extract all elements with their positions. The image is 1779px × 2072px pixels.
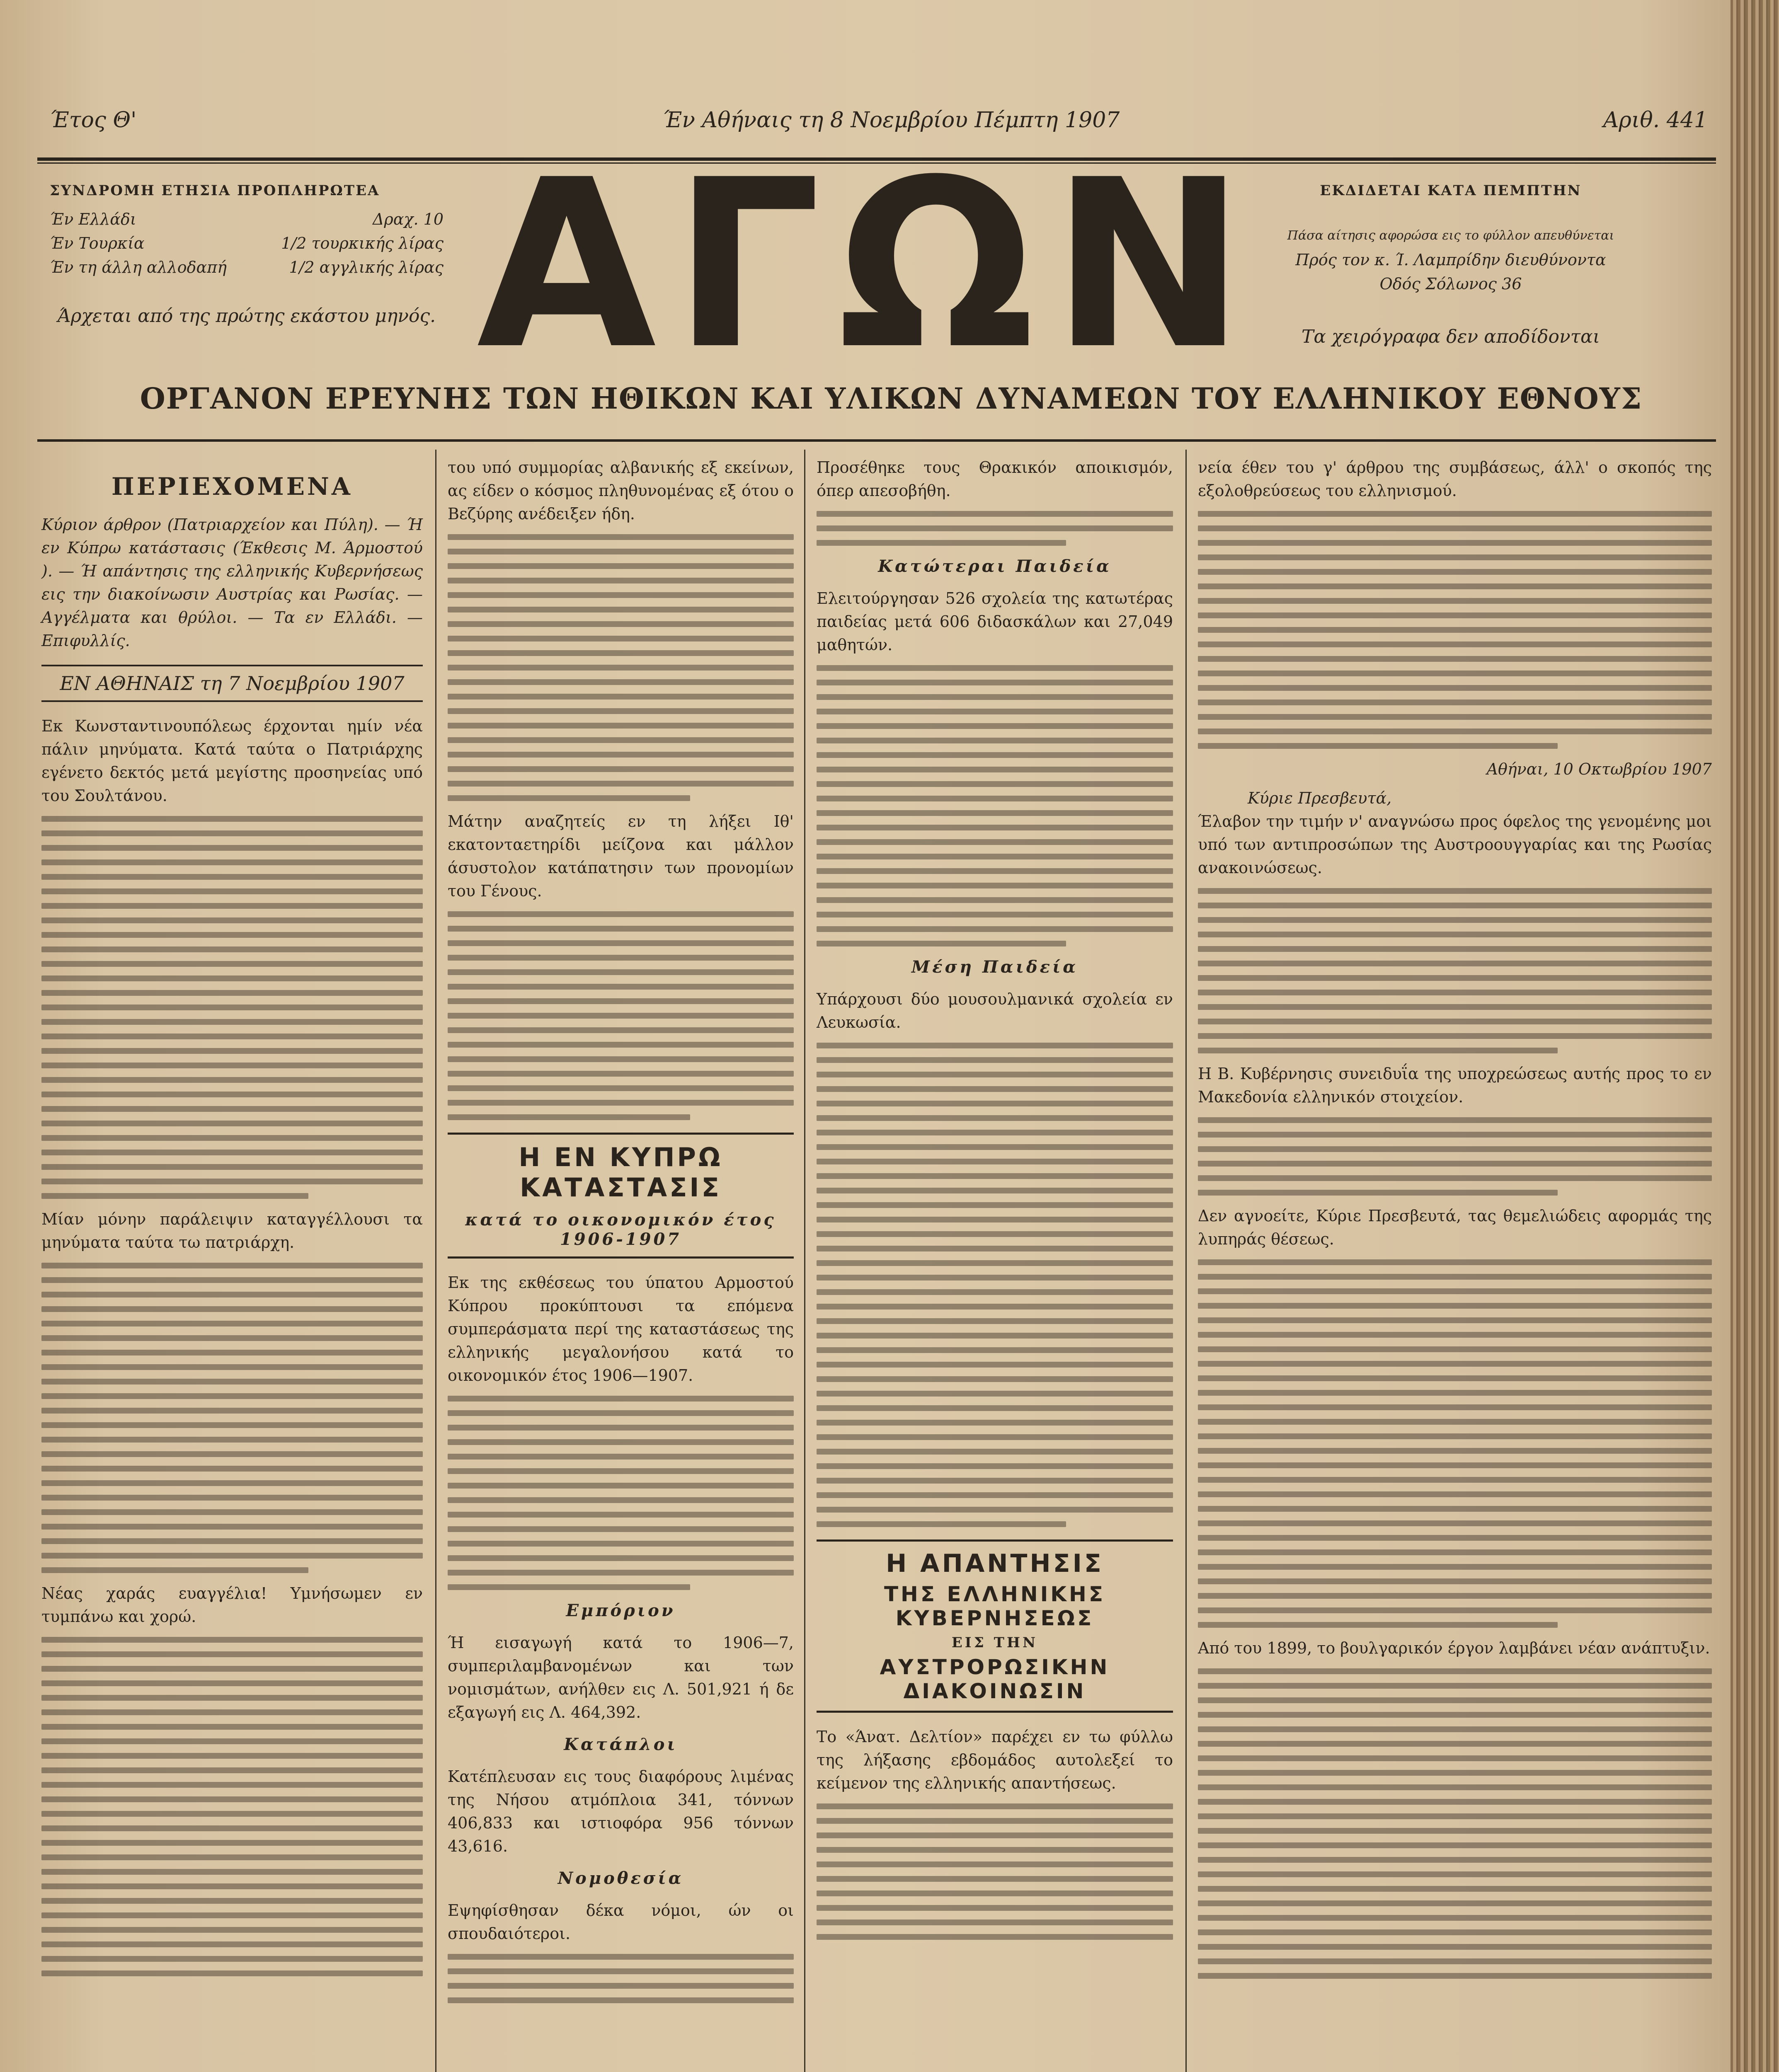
year-label: Έτος Θ' [50,108,137,133]
subscription-block [50,182,444,328]
subtitle-rule [37,439,1716,442]
publication-note: Τα χειρόγραφα δεν αποδίδονται [1301,326,1600,347]
emporion-text: Ή εισαγωγή κατά το 1906—7, συμπεριλαμβανομένων και των νομισμάτων, ανήλθεν εις Λ. 501,921 ή δε εξαγωγή εις Λ. 464,392. [448,1634,794,1721]
reply-title-line: ΕΙΣ ΤΗΝ [951,1634,1038,1651]
contents-text: Κύριον άρθρον (Πατριαρχείον και Πύλη). — Ή εν Κύπρω κατάστασις (Έκθεσις Μ. Άρμοστού ). — Ή απάντησις της ελληνικής Κυβερνήσεως εις την διακοίνωσιν Αυστρίας και Ρωσίας. — Αγγέλματα και θρύλοι. — Τα εν Ελλάδι. — Επιφυλλίς. [41,516,423,650]
column-divider [435,450,436,2072]
letter-salutation: Κύριε Πρεσβευτά, [1248,789,1392,807]
reply-title-line: Η ΑΠΑΝΤΗΣΙΣ [886,1549,1104,1578]
publication-line: Οδός Σόλωνος 36 [1379,275,1522,293]
article-lead: νεία έθεν του γ' άρθρου της συμβάσεως, άλλ' ο σκοπός της εξολοθρεύσεως του ελληνισμού. [1198,458,1712,500]
nomothesia-body [448,1954,794,2003]
reply-lead: Το «Άνατ. Δελτίον» παρέχει εν τω φύλλω της λήξασης εβδομάδος αυτολεξεί το κείμενον της ελληνικής απαντήσεως. [817,1728,1173,1792]
article-body [1198,511,1712,749]
publication-line: Πρός τον κ. Ί. Λαμπρίδην διευθύνοντα [1295,251,1606,269]
publication-heading: ΕΚΔΙΔΕΤΑΙ ΚΑΤΑ ΠΕΜΠΤΗΝ [1320,182,1582,199]
publication-block [1202,182,1699,349]
letter-paragraph: Η Β. Κυβέρνησις συνειδυΐα της υποχρεώσεως αυτής προς το εν Μακεδονία ελληνικόν στοιχείον. [1198,1065,1712,1106]
section-heading-mesi: Μέση Παιδεία [911,957,1079,977]
subscription-price: 1/2 τουρκικής λίρας [281,234,444,252]
subscription-row [50,231,444,255]
column-divider [1185,450,1187,2072]
book-binding [1731,0,1779,2072]
section-heading-nomothesia: Νομοθεσία [557,1869,684,1888]
cyprus-article-header [448,1133,794,1259]
letter-dateline: Αθήναι, 10 Οκτωβρίου 1907 [1486,760,1712,778]
subscription-place: Έν τη άλλη αλλοδαπή [50,258,227,276]
column-2 [448,456,794,2012]
editorial-body [41,816,423,1199]
section-heading-katoterai: Κατώτεραι Παιδεία [878,557,1112,576]
letter-body [1198,1668,1712,1979]
cyprus-article-title: Η ΕΝ ΚΥΠΡΩ ΚΑΤΑΣΤΑΣΙΣ [519,1142,723,1203]
nomothesia-text: Εψηφίσθησαν δέκα νόμοι, ών οι σπουδαιότεροι. [448,1901,794,1943]
column-4 [1198,456,1712,1987]
editorial-dateline: ΕΝ ΑΘΗΝΑΙΣ τη 7 Νοεμβρίου 1907 [41,665,423,702]
subscription-place: Έν Τουρκία [50,234,145,252]
subscription-row [50,207,444,231]
letter-body [1198,1259,1712,1628]
subscription-heading: ΣΥΝΔΡΟΜΗ ΕΤΗΣΙΑ ΠΡΟΠΛΗΡΩΤΕΑ [50,182,380,199]
article-paragraph: Μάτην αναζητείς εν τη λήξει Ιθ' εκατονταετηρίδι μείζονα και μάλλον άσυστολον κατάπατησιν των προνομίων του Γένους. [448,812,794,900]
subtitle: ΟΡΓΑΝΟΝ ΕΡΕΥΝΗΣ ΤΩΝ ΗΘΙΚΩΝ ΚΑΙ ΥΛΙΚΩΝ ΔΥΝΑΜΕΩΝ ΤΟΥ ΕΛΛΗΝΙΚΟΥ ΕΘΝΟΥΣ [140,381,1643,416]
editorial-body [41,1263,423,1573]
column-3 [817,456,1173,1949]
section-heading-emporion: Εμπόριον [566,1601,676,1620]
letter-body [1198,1117,1712,1196]
issue-number: Αριθ. 441 [1603,108,1708,133]
contents-heading: ΠΕΡΙΕΧΟΜΕΝΑ [111,472,353,501]
column-divider [804,450,805,2072]
cyprus-article-subtitle: κατά το οικονομικόν έτος 1906-1907 [465,1210,776,1249]
reply-body [817,1803,1173,1940]
subscription-row [50,255,444,279]
cyprus-article-body [448,1396,794,1590]
letter-body [1198,888,1712,1053]
section-heading-kataploi: Κατάπλοι [564,1735,678,1754]
dateline: Έν Αθήναις τη 8 Νοεμβρίου Πέμπτη 1907 [662,108,1120,133]
article-body [817,511,1173,546]
letter-paragraph: Δεν αγνοείτε, Κύριε Πρεσβευτά, τας θεμελιώδεις αφορμάς της λυπηράς θέσεως. [1198,1207,1712,1248]
katoterai-body [817,665,1173,946]
subscription-price: 1/2 αγγλικής λίρας [289,258,444,276]
letter-paragraph: Από του 1899, το βουλγαρικόν έργον λαμβάνει νέαν ανάπτυξιν. [1198,1639,1710,1657]
reply-title-line: ΤΗΣ ΕΛΛΗΝΙΚΗΣ ΚΥΒΕΡΝΗΣΕΩΣ [884,1582,1106,1630]
article-lead: του υπό συμμορίας αλβανικής εξ εκείνων, ας είδεν ο κόσμος πληθυνομένας εξ ότου ο Βεζύρης ανέδειξεν ήδη. [448,458,794,523]
kataploi-text: Κατέπλευσαν εις τους διαφόρους λιμένας της Νήσου ατμόπλοια 341, τόννων 406,833 και ιστιοφόρα 956 τόννων 43,616. [448,1767,794,1855]
cyprus-article-lead: Εκ της εκθέσεως του ύπατου Αρμοστού Κύπρου προκύπτουσι τα επόμενα συμπεράσματα περί της καταστάσεως της ελληνικής μεγαλονήσου κατά το οικονομικόν έτος 1906—1907. [448,1273,794,1385]
editorial-paragraph: Μίαν μόνην παράλειψιν καταγγέλλουσι τα μηνύματα ταύτα τω πατριάρχη. [41,1210,423,1251]
column-1 [41,456,423,1985]
masthead-title: ΑΓΩΝ [477,130,1262,400]
mesi-body [817,1043,1173,1527]
article-body [448,911,794,1120]
article-body [448,534,794,801]
reply-title-line: ΑΥΣΤΡΟΡΩΣΙΚΗΝ ΔΙΑΚΟΙΝΩΣΙΝ [880,1655,1110,1703]
subscription-note: Άρχεται από της πρώτης εκάστου μηνός. [57,305,436,327]
letter-paragraph: Έλαβον την τιμήν ν' αναγνώσω προς όφελος της γενομένης μοι υπό των αντιπροσώπων της Αυστροουγγαρίας και της Ρωσίας ανακοινώσεως. [1198,812,1712,877]
article-lead: Προσέθηκε τους Θρακικόν αποικισμόν, όπερ απεσοβήθη. [817,458,1173,500]
publication-line: Πάσα αίτησις αφορώσα εις το φύλλον απευθύνεται [1287,228,1614,243]
katoterai-text: Ελειτούργησαν 526 σχολεία της κατωτέρας παιδείας μετά 606 διδασκάλων και 27,049 μαθητών. [817,589,1173,654]
reply-article-header [817,1539,1173,1713]
editorial-lead: Εκ Κωνσταντινουπόλεως έρχονται ημίν νέα πάλιν μηνύματα. Κατά ταύτα ο Πατριάρχης εγένετο δεκτός μετά μεγίστης προσηνείας υπό του Σουλτάνου. [41,717,423,805]
subscription-price: Δραχ. 10 [373,210,444,228]
subscription-place: Έν Ελλάδι [50,210,136,228]
mesi-text: Υπάρχουσι δύο μουσουλμανικά σχολεία εν Λευκωσία. [817,990,1173,1031]
editorial-body [41,1637,423,1976]
editorial-paragraph: Νέας χαράς ευαγγέλια! Υμνήσωμεν εν τυμπάνω και χορώ. [41,1584,423,1626]
